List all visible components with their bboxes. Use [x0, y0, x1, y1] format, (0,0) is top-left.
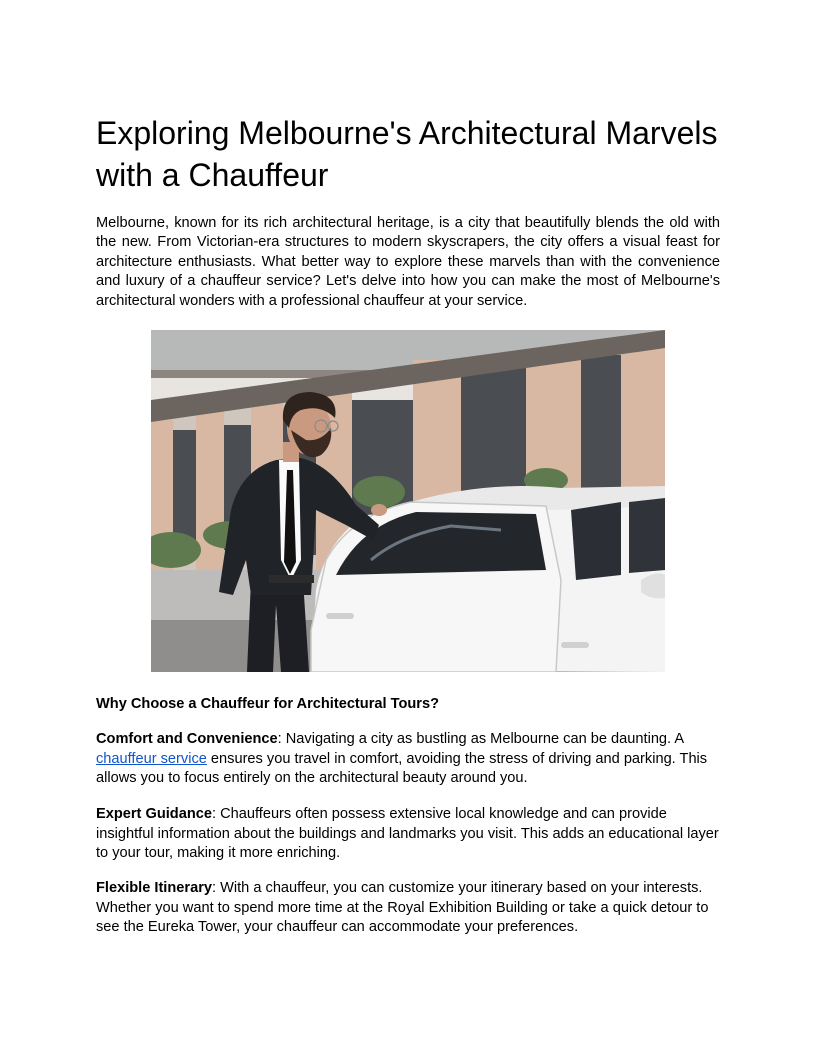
paragraph-comfort — [96, 730, 720, 789]
hero-image-chauffeur-car — [151, 330, 665, 672]
text-guidance: : Chauffeurs often possess extensive local knowledge and can provide insightful information about the buildings and landmarks you visit. This adds an educational layer to your tour, making it more enriching. — [96, 806, 719, 862]
paragraph-guidance — [96, 805, 720, 864]
text-comfort-before: : Navigating a city as bustling as Melbourne can be daunting. A — [277, 731, 684, 747]
text-comfort-after: ensures you travel in comfort, avoiding the stress of driving and parking. This allows you to focus entirely on the architectural beauty around you. — [96, 750, 708, 787]
chauffeur-service-link[interactable]: chauffeur service — [96, 750, 207, 767]
paragraph-itinerary — [96, 879, 720, 938]
section-heading: Why Choose a Chauffeur for Architectural Tours? — [96, 696, 439, 712]
term-comfort: Comfort and Convenience — [96, 731, 278, 747]
term-guidance: Expert Guidance — [96, 806, 212, 822]
term-itinerary: Flexible Itinerary — [96, 880, 212, 896]
page-title: Exploring Melbourne's Architectural Marvels with a Chauffeur — [96, 115, 718, 193]
text-itinerary: : With a chauffeur, you can customize your itinerary based on your interests. Whether you want to spend more time at the Royal Exhibition Building or take a quick detour to see the Eureka Tower, your chauffeur can accommodate your preferences. — [96, 880, 709, 936]
intro-paragraph: Melbourne, known for its rich architectural heritage, is a city that beautifully blends the old with the new. From Victorian-era structures to modern skyscrapers, the city offers a visual feast for architecture enthusiasts. What better way to explore these marvels than with the convenience and luxury of a chauffeur service? Let's delve into how you can make the most of Melbourne's architectural wonders with a professional chauffeur at your service. — [96, 215, 720, 309]
